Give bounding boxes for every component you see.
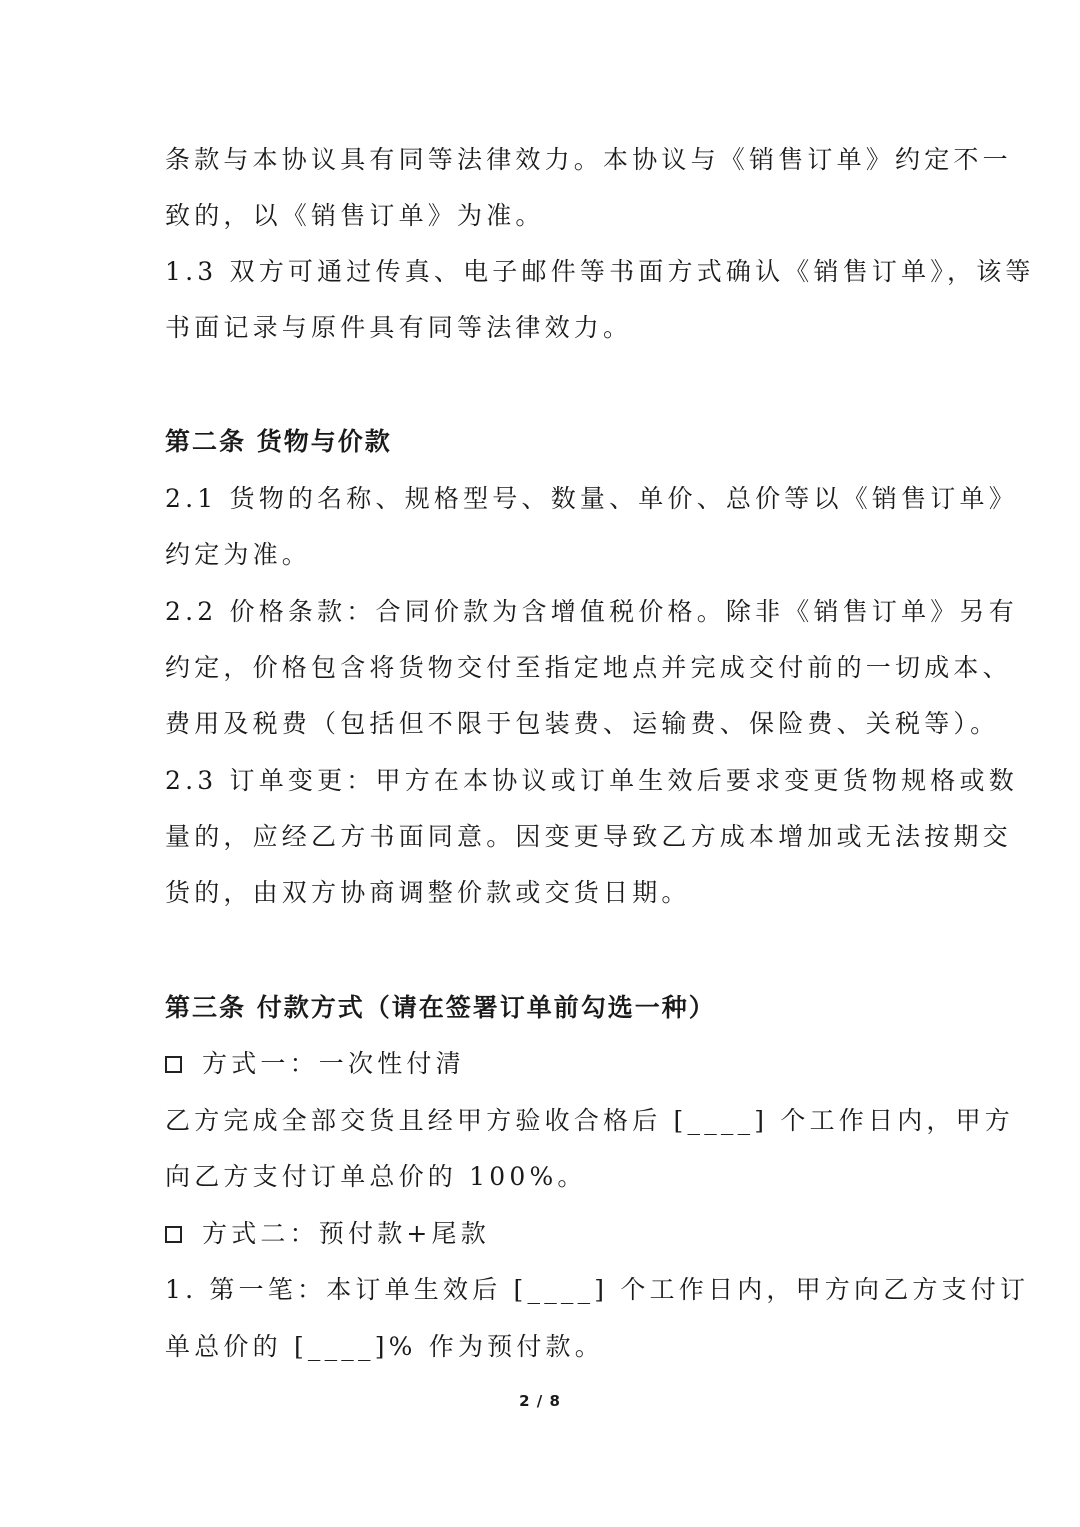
payment-option-2[interactable] (165, 1216, 925, 1252)
paragraph-line: 1. 第一笔：本订单生效后 [____] 个工作日内，甲方向乙方支付订 (165, 1275, 1030, 1304)
paragraph-line: 书面记录与原件具有同等法律效力。 (165, 313, 633, 342)
paragraph-line: 约定，价格包含将货物交付至指定地点并完成交付前的一切成本、 (165, 653, 1012, 682)
paragraph-line: 货的，由双方协商调整价款或交货日期。 (165, 878, 691, 907)
payment-option-2-label: 方式二：预付款+尾款 (202, 1219, 490, 1248)
paragraph-line: 向乙方支付订单总价的 100%。 (165, 1162, 587, 1191)
clause-2-2: 2.2 价格条款：合同价款为含增值税价格。除非《销售订单》另有 (165, 597, 1018, 626)
paragraph-line: 量的，应经乙方书面同意。因变更导致乙方成本增加或无法按期交 (165, 822, 1012, 851)
clause-2-3: 2.3 订单变更：甲方在本协议或订单生效后要求变更货物规格或数 (165, 766, 1018, 795)
checkbox-icon[interactable] (165, 1226, 182, 1243)
paragraph-line: 费用及税费（包括但不限于包装费、运输费、保险费、关税等）。 (165, 709, 1000, 738)
section-heading-article-2: 第二条 货物与价款 (165, 427, 392, 456)
paragraph-line: 条款与本协议具有同等法律效力。本协议与《销售订单》约定不一 (165, 145, 1012, 174)
page-number: 2 / 8 (519, 1392, 561, 1410)
payment-option-1-label: 方式一：一次性付清 (202, 1049, 465, 1078)
paragraph-line: 约定为准。 (165, 540, 312, 569)
paragraph-line: 单总价的 [____]% 作为预付款。 (165, 1332, 604, 1361)
payment-option-1[interactable] (165, 1046, 925, 1082)
section-heading-article-3: 第三条 付款方式（请在签署订单前勾选一种） (165, 993, 716, 1022)
checkbox-icon[interactable] (165, 1056, 182, 1073)
paragraph-line: 致的，以《销售订单》为准。 (165, 201, 545, 230)
clause-2-1: 2.1 货物的名称、规格型号、数量、单价、总价等以《销售订单》 (165, 484, 1018, 513)
clause-1-3: 1.3 双方可通过传真、电子邮件等书面方式确认《销售订单》，该等 (165, 257, 1035, 286)
paragraph-line: 乙方完成全部交货且经甲方验收合格后 [____] 个工作日内，甲方 (165, 1106, 1015, 1135)
